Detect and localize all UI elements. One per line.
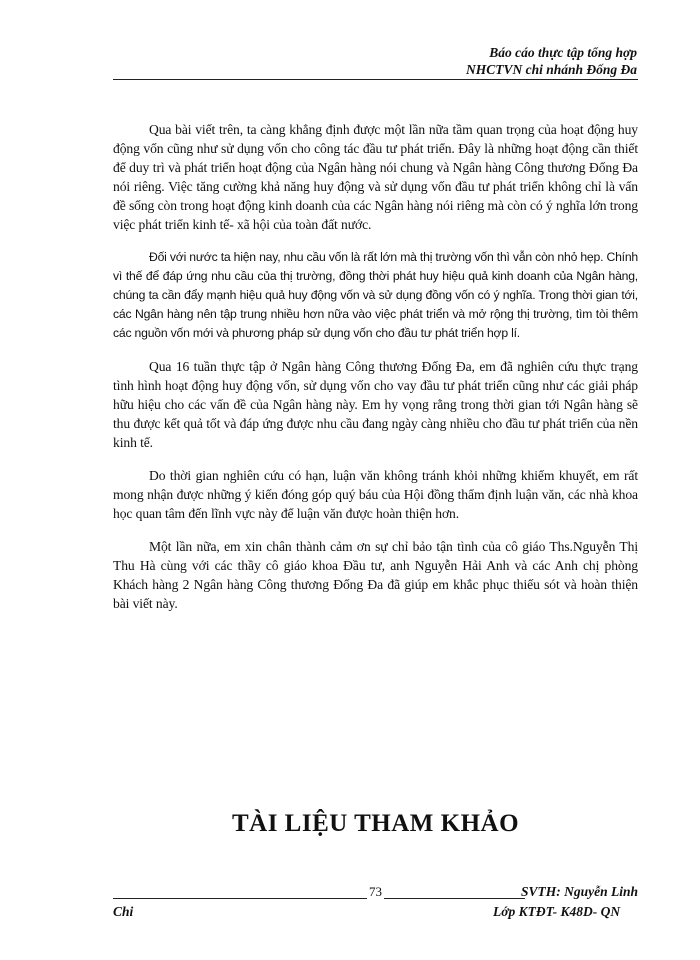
footer-author: SVTH: Nguyễn Linh: [520, 884, 638, 899]
paragraph-capital-demand: Đối với nước ta hiện nay, nhu cầu vốn là rất lớn mà thị trường vốn thì vẫn còn nhỏ hẹp. Chính vì thế để đáp ứng nhu cầu của thị trường, đồng thời phát huy hiệu quả kinh doanh của Ngân hàng, chúng ta cần đẩy mạnh hiệu quả huy động vốn và sử dụng đồng vốn có ý nghĩa. Trong thời gian tới, các Ngân hàng nên tập trung nhiều hơn nữa vào việc phát triển và mở rộng thị trường, tìm tòi thêm các nguồn vốn mới và phương pháp sử dụng vốn cho đầu tư phát triển hợp lí.: [113, 250, 638, 340]
paragraph-internship: Qua 16 tuần thực tập ở Ngân hàng Công thương Đống Đa, em đã nghiên cứu thực trạng tình hình hoạt động huy động vốn, sử dụng vốn cho vay đầu tư phát triển cũng như các giải pháp hữu hiệu cho các vấn đề của Ngân hàng này. Em hy vọng rằng trong thời gian tới Ngân hàng sẽ thu được kết quả tốt và đáp ứng được nhu cầu đang ngày càng nhiều cho đầu tư phát triển của nền kinh tế.: [113, 359, 638, 450]
paragraph-acknowledgement: Một lần nữa, em xin chân thành cảm ơn sự chỉ bảo tận tình của cô giáo Ths.Nguyễn Thị Thu Hà cùng với các thầy cô giáo khoa Đầu tư, anh Nguyễn Hải Anh và các Anh chị phòng Khách hàng 2 Ngân hàng Công thương Đống Đa đã giúp em khắc phục thiếu sót và hoàn thiện bài viết này.: [113, 539, 638, 611]
footer-author-cont: Chi: [113, 904, 134, 919]
section-title-references: TÀI LIỆU THAM KHẢO: [231, 810, 520, 837]
page-footer-line2: [113, 904, 638, 922]
page-header: [113, 44, 637, 78]
page-number: 73: [369, 884, 382, 899]
footer-class: Lớp KTĐT- K48D- QN: [493, 904, 621, 919]
header-branch-name: NHCTVN chi nhánh Đống Đa: [465, 62, 637, 77]
footer-rule: [113, 898, 525, 899]
paragraph-limitations: Do thời gian nghiên cứu có hạn, luận văn không tránh khỏi những khiếm khuyết, em rất mong nhận được những ý kiến đóng góp quý báu của Hội đồng thẩm định luận văn, các nhà khoa học quan tâm đến lĩnh vực này để luận văn được hoàn thiện hơn.: [113, 468, 638, 521]
body-text: [113, 120, 638, 627]
paragraph-conclusion: Qua bài viết trên, ta càng khẳng định được một lần nữa tầm quan trọng của hoạt động huy động vốn cũng như sử dụng vốn cho công tác đầu tư phát triển. Đây là những hoạt động cần thiết để duy trì và phát triển hoạt động của Ngân hàng nói chung và Ngân hàng Công thương Đống Đa nói riêng. Việc tăng cường khả năng huy động và sử dụng vốn đầu tư phát triển không chỉ là vấn đề sống còn trong hoạt động kinh doanh của các Ngân hàng nói riêng mà còn có ý nghĩa lớn trong việc phát triển kinh tế- xã hội của toàn đất nước.: [113, 122, 638, 232]
page-footer: [113, 884, 638, 900]
header-report-title: Báo cáo thực tập tổng hợp: [489, 45, 637, 60]
header-rule: [113, 79, 638, 80]
